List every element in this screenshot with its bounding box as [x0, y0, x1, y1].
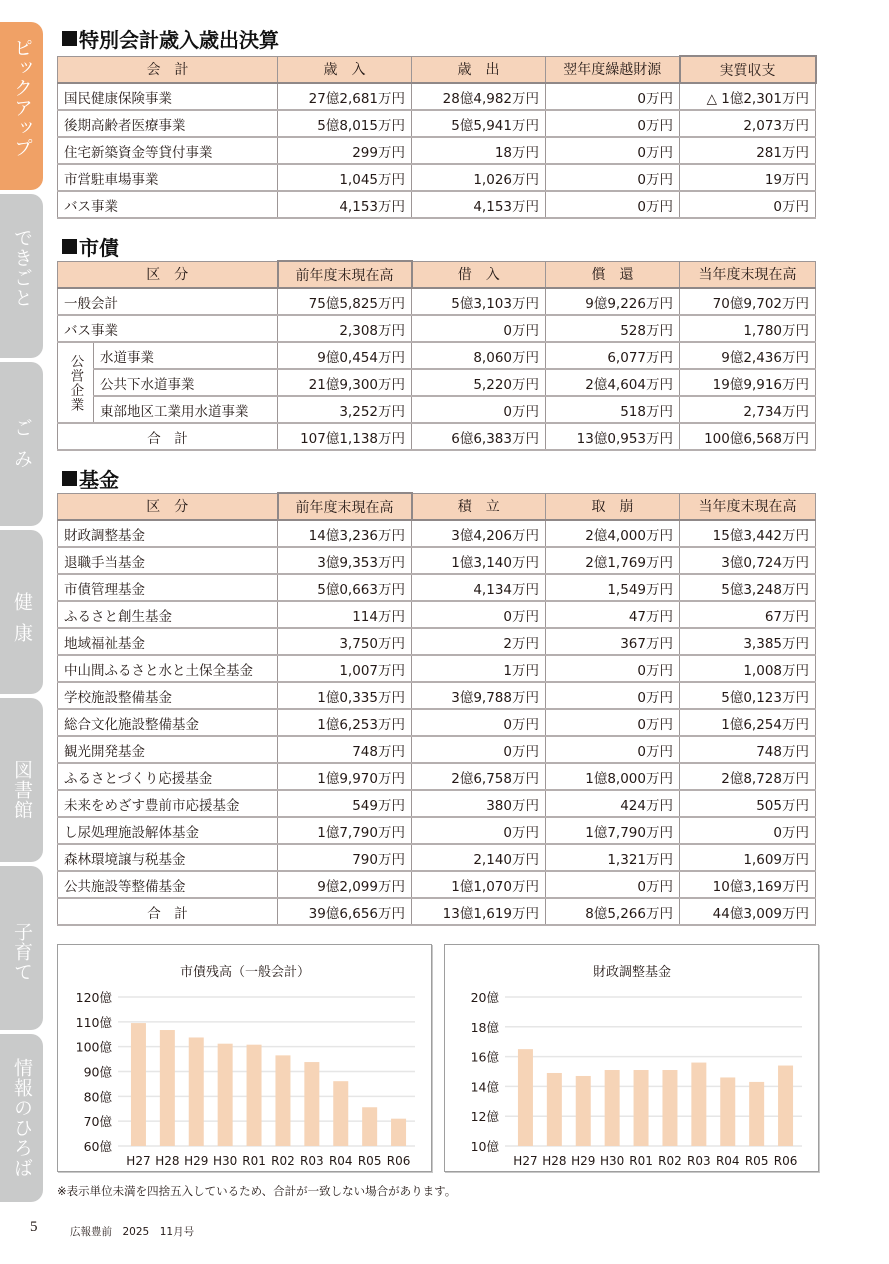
cell-value: 2億8,728万円 — [680, 763, 816, 790]
row-label: ふるさと創生基金 — [58, 601, 278, 628]
cell-value: 1億7,790万円 — [546, 817, 680, 844]
rounding-note: ※表示単位未満を四捨五入しているため、合計が一致しない場合があります。 — [57, 1184, 457, 1198]
cell-value: 748万円 — [278, 736, 412, 763]
row-label: 退職手当基金 — [58, 547, 278, 574]
cell-value: 528万円 — [546, 315, 680, 342]
table-row — [58, 191, 816, 218]
y-tick-label: 90億 — [83, 1064, 112, 1080]
row-label: 水道事業 — [94, 342, 278, 369]
cell-value: 281万円 — [680, 137, 816, 164]
cell-value: 0万円 — [412, 601, 546, 628]
square-bullet-icon — [62, 239, 77, 254]
table-row — [58, 709, 816, 736]
table-row — [58, 396, 816, 423]
col-header: 当年度末現在高 — [680, 493, 816, 520]
publication-footer: 広報豊前 2025 11月号 — [70, 1226, 195, 1238]
total-row — [58, 898, 816, 925]
total-value: 107億1,138万円 — [278, 423, 412, 450]
x-tick-label: R03 — [687, 1154, 711, 1168]
col-header: 実質収支 — [680, 56, 816, 83]
x-tick-label: R01 — [629, 1154, 653, 1168]
table-row — [58, 288, 816, 315]
side-tab-label: ごみ — [11, 418, 33, 480]
total-value: 13億1,619万円 — [412, 898, 546, 925]
x-tick-label: R06 — [386, 1154, 411, 1168]
bar-R06 — [391, 1119, 406, 1146]
y-tick-label: 12億 — [470, 1109, 499, 1125]
x-tick-label: H29 — [184, 1154, 209, 1168]
row-label: 中山間ふるさと水と土保全基金 — [58, 655, 278, 682]
cell-value: 1,609万円 — [680, 844, 816, 871]
x-tick-label: H27 — [126, 1154, 151, 1168]
cell-value: 67万円 — [680, 601, 816, 628]
side-tab-kosodate[interactable] — [0, 866, 43, 1030]
cell-value: 3億9,353万円 — [278, 547, 412, 574]
cell-value: 9億9,226万円 — [546, 288, 680, 315]
cell-value: 2,073万円 — [680, 110, 816, 137]
x-tick-label: R05 — [357, 1154, 382, 1168]
bar-R02 — [662, 1070, 677, 1146]
bar-H29 — [576, 1076, 591, 1146]
side-tab-label: 図書館 — [11, 760, 33, 820]
square-bullet-icon — [62, 31, 77, 46]
cell-value: 18万円 — [412, 137, 546, 164]
total-value: 13億0,953万円 — [546, 423, 680, 450]
table-header-row — [58, 56, 816, 83]
cell-value: △ 1億2,301万円 — [680, 83, 816, 110]
table-row — [58, 736, 816, 763]
cell-value: 2億1,769万円 — [546, 547, 680, 574]
cell-value: 1,008万円 — [680, 655, 816, 682]
bar-H28 — [160, 1030, 175, 1146]
y-tick-label: 18億 — [470, 1019, 499, 1035]
total-label: 合 計 — [58, 423, 278, 450]
bar-R01 — [247, 1045, 262, 1146]
x-tick-label: R03 — [300, 1154, 324, 1168]
section-title-text: 市債 — [79, 236, 119, 260]
row-label: し尿処理施設解体基金 — [58, 817, 278, 844]
y-tick-label: 100億 — [75, 1039, 112, 1055]
cell-value: 0万円 — [546, 736, 680, 763]
y-tick-label: 70億 — [83, 1114, 112, 1130]
cell-value: 0万円 — [412, 396, 546, 423]
cell-value: 0万円 — [546, 709, 680, 736]
cell-value: 14億3,236万円 — [278, 520, 412, 547]
row-label: 学校施設整備基金 — [58, 682, 278, 709]
cell-value: 1,321万円 — [546, 844, 680, 871]
cell-value: 114万円 — [278, 601, 412, 628]
row-label: 東部地区工業用水道事業 — [94, 396, 278, 423]
col-header: 当年度末現在高 — [680, 261, 816, 288]
cell-value: 6,077万円 — [546, 342, 680, 369]
table-header-row — [58, 493, 816, 520]
cell-value: 3億9,788万円 — [412, 682, 546, 709]
cell-value: 1億0,335万円 — [278, 682, 412, 709]
table-row — [58, 601, 816, 628]
cell-value: 1,026万円 — [412, 164, 546, 191]
cell-value: 1,045万円 — [278, 164, 412, 191]
cell-value: 5億8,015万円 — [278, 110, 412, 137]
side-tab-dekigoto[interactable] — [0, 194, 43, 358]
y-tick-label: 14億 — [470, 1079, 499, 1095]
cell-value: 75億5,825万円 — [278, 288, 412, 315]
total-value: 6億6,383万円 — [412, 423, 546, 450]
cell-value: 0万円 — [680, 191, 816, 218]
cell-value: 3,252万円 — [278, 396, 412, 423]
table-row — [58, 547, 816, 574]
cell-value: 3億0,724万円 — [680, 547, 816, 574]
cell-value: 748万円 — [680, 736, 816, 763]
section-title-funds — [62, 464, 119, 493]
cell-value: 3億4,206万円 — [412, 520, 546, 547]
cell-value: 790万円 — [278, 844, 412, 871]
table-row — [58, 655, 816, 682]
cell-value: 4,134万円 — [412, 574, 546, 601]
col-header: 翌年度繰越財源 — [546, 56, 680, 83]
cell-value: 28億4,982万円 — [412, 83, 546, 110]
total-value: 44億3,009万円 — [680, 898, 816, 925]
x-tick-label: H28 — [542, 1154, 567, 1168]
chart-svg — [445, 945, 820, 1173]
bar-R02 — [275, 1055, 290, 1146]
side-tab-library[interactable] — [0, 698, 43, 862]
x-tick-label: R02 — [271, 1154, 295, 1168]
cell-value: 4,153万円 — [412, 191, 546, 218]
square-bullet-icon — [62, 471, 77, 486]
y-tick-label: 10億 — [470, 1139, 499, 1154]
side-tab-label: できごと — [11, 228, 33, 308]
bar-R03 — [304, 1062, 319, 1146]
cell-value: 19万円 — [680, 164, 816, 191]
row-label: 公共下水道事業 — [94, 369, 278, 396]
cell-value: 1億6,254万円 — [680, 709, 816, 736]
bar-H28 — [547, 1073, 562, 1146]
row-label: 国民健康保険事業 — [58, 83, 278, 110]
group-label-public-enterprise: 公営企業 — [58, 342, 94, 423]
x-tick-label: R02 — [658, 1154, 682, 1168]
cell-value: 2億6,758万円 — [412, 763, 546, 790]
y-tick-label: 16億 — [470, 1049, 499, 1065]
chart-title: 市債残高（一般会計） — [179, 965, 311, 980]
cell-value: 2億4,604万円 — [546, 369, 680, 396]
cell-value: 2,734万円 — [680, 396, 816, 423]
row-label: 市債管理基金 — [58, 574, 278, 601]
table-row — [58, 110, 816, 137]
row-label: 住宅新築資金等貸付事業 — [58, 137, 278, 164]
cell-value: 70億9,702万円 — [680, 288, 816, 315]
cell-value: 9億2,099万円 — [278, 871, 412, 898]
cell-value: 1億7,790万円 — [278, 817, 412, 844]
col-header: 区 分 — [58, 261, 278, 288]
cell-value: 15億3,442万円 — [680, 520, 816, 547]
row-label: 公共施設等整備基金 — [58, 871, 278, 898]
bar-H27 — [518, 1049, 533, 1146]
total-row — [58, 423, 816, 450]
side-tab-label: 情報のひろば — [11, 1058, 33, 1178]
cell-value: 4,153万円 — [278, 191, 412, 218]
chart-svg — [58, 945, 433, 1173]
cell-value: 2,140万円 — [412, 844, 546, 871]
bar-H27 — [131, 1023, 146, 1146]
row-label: 財政調整基金 — [58, 520, 278, 547]
y-tick-label: 60億 — [83, 1139, 112, 1154]
cell-value: 0万円 — [546, 137, 680, 164]
x-tick-label: H30 — [213, 1154, 238, 1168]
table-row — [58, 164, 816, 191]
cell-value: 1億8,000万円 — [546, 763, 680, 790]
cell-value: 0万円 — [412, 736, 546, 763]
cell-value: 0万円 — [680, 817, 816, 844]
col-header: 積 立 — [412, 493, 546, 520]
cell-value: 1億6,253万円 — [278, 709, 412, 736]
x-tick-label: H27 — [513, 1154, 538, 1168]
cell-value: 0万円 — [546, 110, 680, 137]
col-header: 区 分 — [58, 493, 278, 520]
x-tick-label: R04 — [715, 1154, 740, 1168]
table-row — [58, 682, 816, 709]
cell-value: 1億3,140万円 — [412, 547, 546, 574]
cell-value: 505万円 — [680, 790, 816, 817]
table-row — [58, 137, 816, 164]
cell-value: 21億9,300万円 — [278, 369, 412, 396]
x-tick-label: R04 — [328, 1154, 353, 1168]
col-header: 会 計 — [58, 56, 278, 83]
x-tick-label: H29 — [571, 1154, 596, 1168]
cell-value: 2億4,000万円 — [546, 520, 680, 547]
municipal-bonds-table — [57, 260, 816, 451]
bar-R04 — [720, 1077, 735, 1146]
section-title-special-accounts — [62, 24, 279, 53]
bar-R04 — [333, 1081, 348, 1146]
table-row — [58, 871, 816, 898]
col-header: 償 還 — [546, 261, 680, 288]
cell-value: 0万円 — [546, 682, 680, 709]
table-row — [58, 83, 816, 110]
cell-value: 3,750万円 — [278, 628, 412, 655]
cell-value: 380万円 — [412, 790, 546, 817]
col-header: 前年度末現在高 — [278, 493, 412, 520]
row-label: 一般会計 — [58, 288, 278, 315]
side-tab-label: ピックアップ — [11, 38, 33, 158]
cell-value: 8,060万円 — [412, 342, 546, 369]
table-row — [58, 763, 816, 790]
row-label: 未来をめざす豊前市応援基金 — [58, 790, 278, 817]
cell-value: 9億0,454万円 — [278, 342, 412, 369]
side-tab-pickup[interactable] — [0, 22, 43, 190]
bar-H30 — [218, 1044, 233, 1146]
cell-value: 1万円 — [412, 655, 546, 682]
col-header: 借 入 — [412, 261, 546, 288]
bar-R01 — [634, 1070, 649, 1146]
row-label: 森林環境譲与税基金 — [58, 844, 278, 871]
col-header: 取 崩 — [546, 493, 680, 520]
row-label: バス事業 — [58, 315, 278, 342]
cell-value: 549万円 — [278, 790, 412, 817]
section-title-text: 基金 — [79, 468, 119, 492]
row-label: 地域福祉基金 — [58, 628, 278, 655]
side-tab-label: 子育て — [11, 922, 33, 982]
table-row — [58, 628, 816, 655]
row-label: 観光開発基金 — [58, 736, 278, 763]
cell-value: 0万円 — [412, 817, 546, 844]
x-tick-label: H30 — [600, 1154, 625, 1168]
cell-value: 1,549万円 — [546, 574, 680, 601]
cell-value: 5億0,663万円 — [278, 574, 412, 601]
cell-value: 2万円 — [412, 628, 546, 655]
cell-value: 5,220万円 — [412, 369, 546, 396]
row-label: バス事業 — [58, 191, 278, 218]
cell-value: 5億0,123万円 — [680, 682, 816, 709]
bar-H30 — [605, 1070, 620, 1146]
table-row — [58, 342, 816, 369]
table-header-row — [58, 261, 816, 288]
cell-value: 0万円 — [546, 871, 680, 898]
cell-value: 19億9,916万円 — [680, 369, 816, 396]
table-row — [58, 817, 816, 844]
chart-municipal-debt-balance — [57, 944, 432, 1172]
x-tick-label: H28 — [155, 1154, 180, 1168]
cell-value: 47万円 — [546, 601, 680, 628]
side-tab-label: 健康 — [11, 592, 33, 654]
x-tick-label: R01 — [242, 1154, 266, 1168]
bar-H29 — [189, 1037, 204, 1146]
cell-value: 2,308万円 — [278, 315, 412, 342]
cell-value: 9億2,436万円 — [680, 342, 816, 369]
col-header: 歳 出 — [412, 56, 546, 83]
table-row — [58, 844, 816, 871]
y-tick-label: 20億 — [470, 990, 499, 1005]
table-row — [58, 369, 816, 396]
cell-value: 1億9,970万円 — [278, 763, 412, 790]
cell-value: 0万円 — [546, 164, 680, 191]
cell-value: 1,780万円 — [680, 315, 816, 342]
chart-fiscal-adjustment-fund — [444, 944, 819, 1172]
side-tab-gomi[interactable] — [0, 362, 43, 526]
chart-title: 財政調整基金 — [592, 965, 672, 980]
cell-value: 27億2,681万円 — [278, 83, 412, 110]
cell-value: 299万円 — [278, 137, 412, 164]
row-label: 後期高齢者医療事業 — [58, 110, 278, 137]
cell-value: 0万円 — [546, 191, 680, 218]
total-value: 100億6,568万円 — [680, 423, 816, 450]
table-row — [58, 790, 816, 817]
special-accounts-table — [57, 55, 817, 219]
y-tick-label: 110億 — [75, 1014, 112, 1030]
row-label: 市営駐車場事業 — [58, 164, 278, 191]
cell-value: 3,385万円 — [680, 628, 816, 655]
bar-R05 — [362, 1107, 377, 1146]
cell-value: 10億3,169万円 — [680, 871, 816, 898]
cell-value: 1,007万円 — [278, 655, 412, 682]
x-tick-label: R06 — [773, 1154, 798, 1168]
cell-value: 0万円 — [412, 315, 546, 342]
row-label: ふるさとづくり応援基金 — [58, 763, 278, 790]
cell-value: 5億3,248万円 — [680, 574, 816, 601]
bar-R06 — [778, 1066, 793, 1146]
cell-value: 424万円 — [546, 790, 680, 817]
side-tab-info[interactable] — [0, 1034, 43, 1202]
table-row — [58, 315, 816, 342]
col-header: 前年度末現在高 — [278, 261, 412, 288]
total-label: 合 計 — [58, 898, 278, 925]
funds-table — [57, 492, 816, 926]
row-label: 総合文化施設整備基金 — [58, 709, 278, 736]
page-number: 5 — [30, 1219, 38, 1235]
table-row — [58, 520, 816, 547]
table-row — [58, 574, 816, 601]
cell-value: 367万円 — [546, 628, 680, 655]
cell-value: 0万円 — [412, 709, 546, 736]
y-tick-label: 120億 — [75, 990, 112, 1005]
bar-R03 — [691, 1063, 706, 1146]
cell-value: 5億3,103万円 — [412, 288, 546, 315]
cell-value: 518万円 — [546, 396, 680, 423]
bar-R05 — [749, 1082, 764, 1146]
section-title-text: 特別会計歳入歳出決算 — [79, 28, 279, 52]
section-title-municipal-bonds — [62, 232, 119, 261]
side-tab-kenko[interactable] — [0, 530, 43, 694]
cell-value: 0万円 — [546, 655, 680, 682]
col-header: 歳 入 — [278, 56, 412, 83]
cell-value: 1億1,070万円 — [412, 871, 546, 898]
total-value: 39億6,656万円 — [278, 898, 412, 925]
cell-value: 5億5,941万円 — [412, 110, 546, 137]
y-tick-label: 80億 — [83, 1089, 112, 1105]
total-value: 8億5,266万円 — [546, 898, 680, 925]
x-tick-label: R05 — [744, 1154, 769, 1168]
cell-value: 0万円 — [546, 83, 680, 110]
